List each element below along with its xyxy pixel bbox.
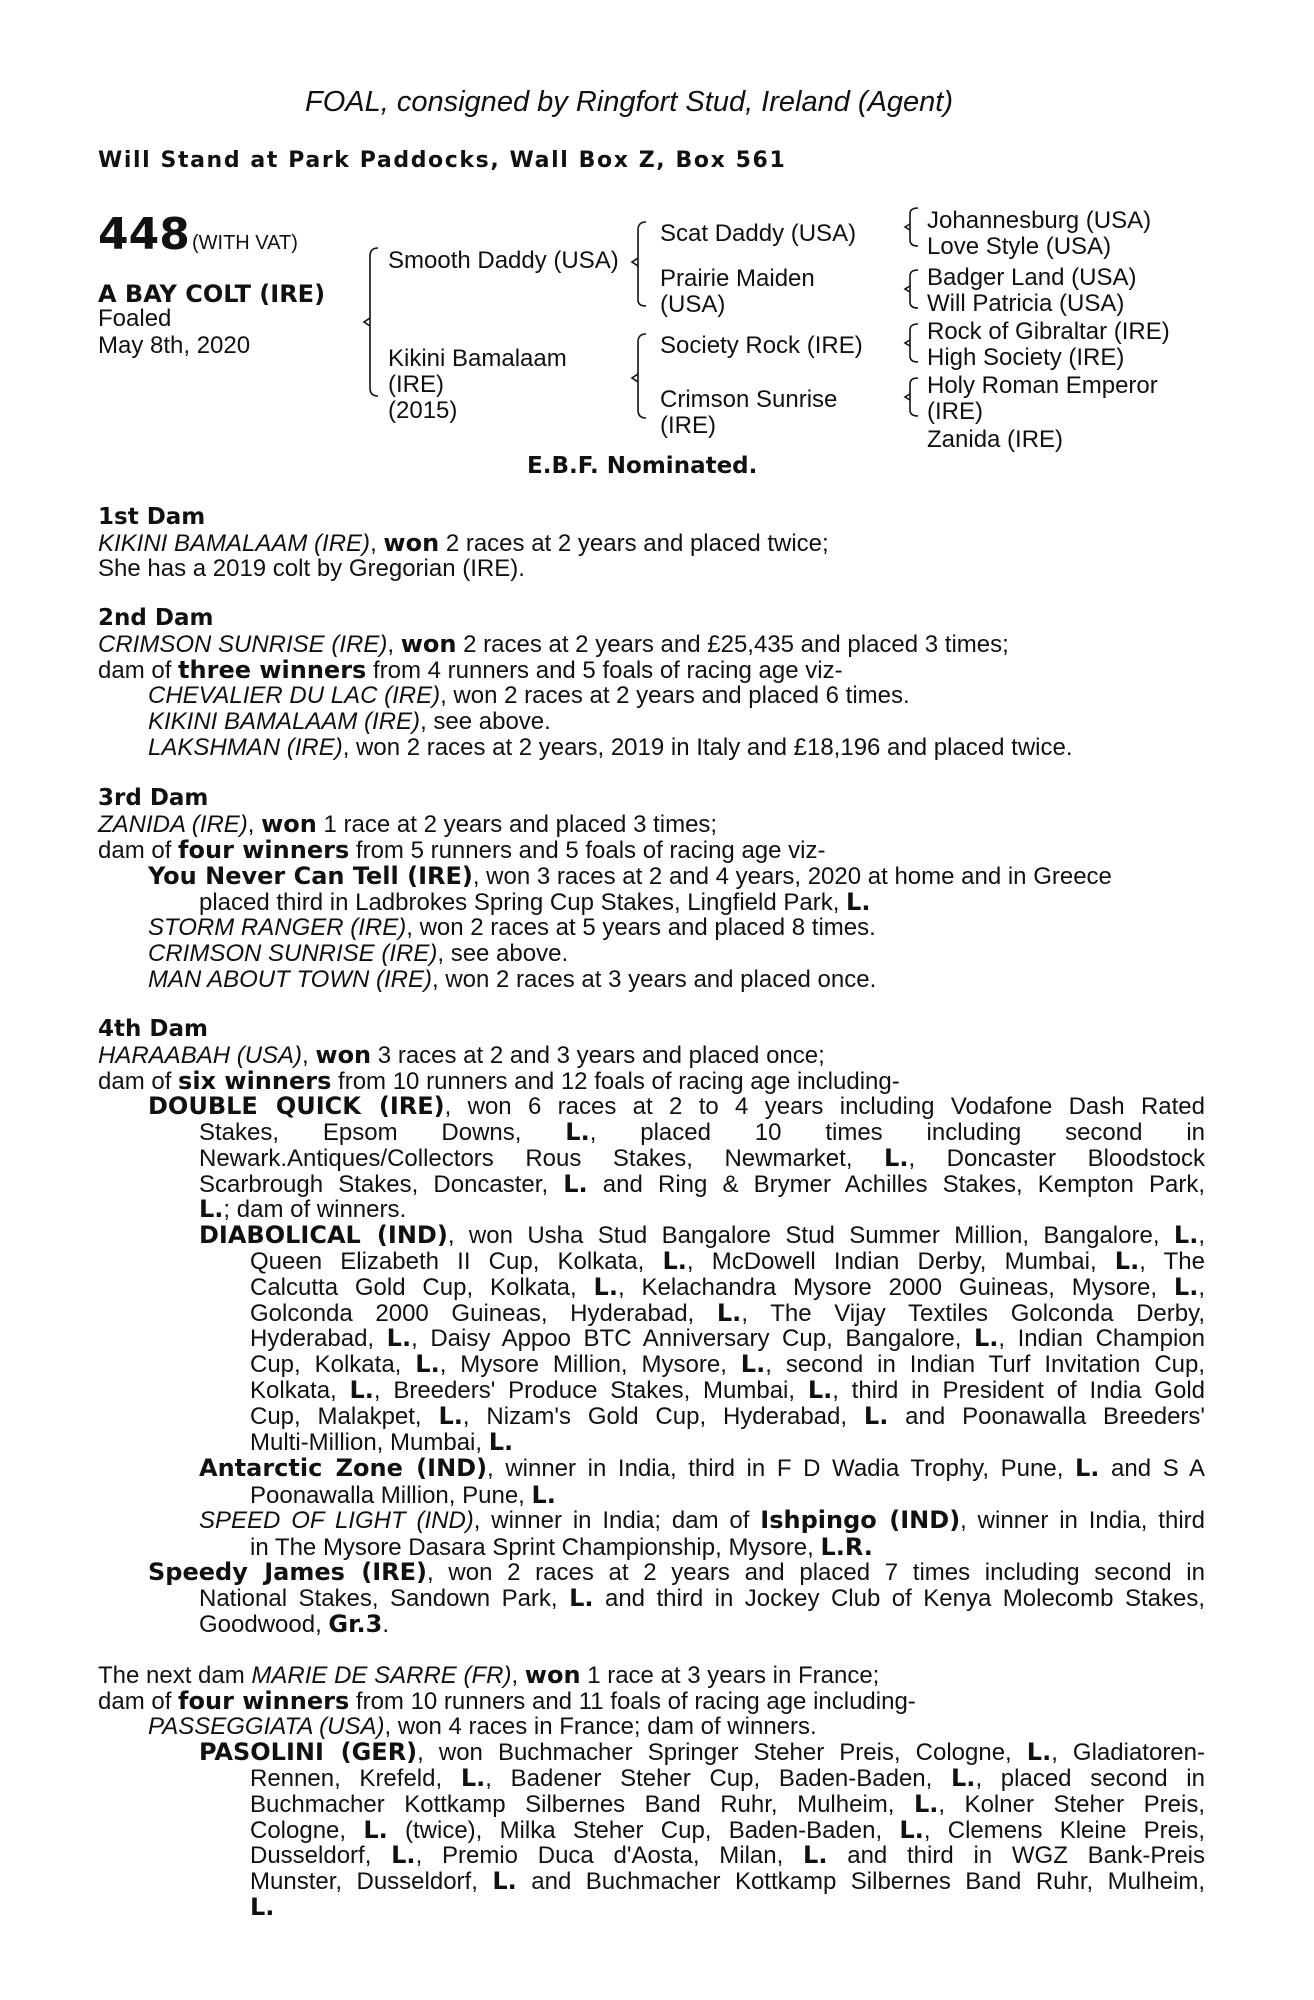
di-text-2b: , McDowell Indian Derby, Mumbai,: [686, 1248, 1115, 1275]
dam3-produce-4: [148, 967, 876, 993]
dam1-produce: She has a 2019 colt by Gregorian (IRE).: [98, 555, 525, 582]
dam3-produce-1-line2: [199, 889, 870, 916]
di-text-4b: , The Vijay Textiles Golconda Derby,: [741, 1299, 1205, 1327]
dq-listed-1: L.: [565, 1118, 590, 1146]
di-text-2c: , The: [1139, 1248, 1205, 1275]
di-listed-13: L.: [438, 1401, 463, 1430]
dam4-dam-of: dam of: [98, 1068, 179, 1095]
dam2-produce-3-text: , won 2 races at 2 years, 2019 in Italy and £18,196 and placed twice.: [342, 734, 1073, 761]
di-line-7: [250, 1375, 1205, 1404]
pedigree-sire: Smooth Daddy (USA): [388, 247, 619, 274]
dam3-runners: from 5 runners and 5 foals of racing age viz-: [349, 837, 826, 864]
dam3-produce-2-name: STORM RANGER (IRE): [148, 914, 407, 941]
dam2-summary: [98, 657, 843, 684]
dam3-produce-3: [148, 941, 568, 967]
ps-line-4: [250, 1815, 1206, 1844]
dq-line-2: [199, 1120, 1205, 1146]
lot-name: A BAY COLT (IRE): [98, 280, 326, 308]
ps-text-4b: (twice), Milka Steher Cup, Baden-Baden,: [387, 1816, 900, 1844]
di-listed-12: L.: [807, 1375, 833, 1404]
ps-text-5c: and third in WGZ Bank-Preis: [827, 1842, 1206, 1870]
ps-listed-7: L.: [391, 1841, 416, 1870]
di-text-1: , won Usha Stud Bangalore Stud Summer Million, Bangalore,: [447, 1222, 1174, 1249]
next-dam-summary: [98, 1688, 916, 1715]
vat-note: (WITH VAT): [192, 232, 298, 254]
ps-text-5a: Dusseldorf,: [250, 1842, 392, 1870]
di-text-8a: Cup, Malakpet,: [250, 1402, 439, 1430]
di-text-6b: , Mysore Million, Mysore,: [439, 1351, 741, 1379]
antarctic-zone-entry: [199, 1456, 1205, 1482]
di-line-1: DIABOLICAL (IND), won Usha Stud Bangalore Stud Summer Million, Bangalore, L.,: [199, 1221, 1205, 1249]
dam2-winners: three winners: [178, 656, 367, 684]
sj-group: Gr.3: [328, 1609, 383, 1638]
di-text-5a: Hyderabad,: [250, 1325, 387, 1353]
dam4-record: HARAABAH (USA), won 3 races at 2 and 3 years and placed once;: [98, 1041, 825, 1069]
passeggiata-text: , won 4 races in France; dam of winners.: [384, 1713, 817, 1740]
sj-text-2a: National Stakes, Sandown Park,: [199, 1585, 570, 1612]
lot-number: 448: [98, 209, 190, 260]
next-dam-record: The next dam MARIE DE SARRE (FR), won 1 race at 3 years in France;: [98, 1661, 880, 1689]
ps-text-3a: Buchmacher Kottkamp Silbernes Band Ruhr, Mulheim,: [250, 1790, 914, 1818]
di-listed-1: L.: [1173, 1221, 1199, 1249]
double-quick-entry: [148, 1094, 1205, 1120]
di-text-5c: , Indian Champion: [998, 1325, 1205, 1353]
dam2-produce-2-name: KIKINI BAMALAAM (IRE): [148, 708, 421, 735]
pedigree-dam-sire: Society Rock (IRE): [660, 332, 863, 359]
next-dam-record-text: 1 race at 3 years in France;: [580, 1662, 880, 1689]
pedigree-sire-sire: Scat Daddy (USA): [660, 220, 857, 247]
dq-name: DOUBLE QUICK (IRE): [148, 1092, 445, 1120]
next-dam-winners: four winners: [178, 1687, 350, 1715]
di-text-6c: , second in Indian Turf Invitation Cup,: [765, 1351, 1206, 1379]
double-quick-continued: [199, 1120, 1205, 1223]
ps-listed-4: L.: [913, 1789, 939, 1818]
ps-listed-10: L.: [250, 1892, 275, 1921]
sj-name: Speedy James (IRE): [148, 1558, 428, 1586]
dam3-winners: four winners: [178, 836, 350, 864]
next-dam-name: MARIE DE SARRE (FR): [251, 1662, 512, 1689]
ps-listed-5: L.: [363, 1815, 388, 1844]
dam3-produce-4-text: , won 2 races at 3 years and placed once.: [432, 966, 877, 993]
dam3-produce-3-text: , see above.: [437, 940, 569, 967]
di-line-2: [250, 1249, 1205, 1275]
dam2-produce-1-text: , won 2 races at 2 years and placed 6 times.: [440, 682, 910, 709]
di-line-5: [250, 1326, 1205, 1352]
dam3-name: ZANIDA (IRE): [98, 811, 248, 838]
foaled-label: Foaled: [98, 305, 172, 332]
ps-name: PASOLINI (GER): [199, 1738, 418, 1766]
di-line-8: [250, 1401, 1205, 1430]
dam3-produce-2: [148, 915, 876, 941]
dq-text-2a: Stakes, Epsom Downs,: [199, 1119, 566, 1146]
az-text-2a: Poonawalla Million, Pune,: [250, 1482, 532, 1509]
dam3-produce-1-line2-text: placed third in Ladbrokes Spring Cup Stakes, Lingfield Park,: [199, 889, 847, 916]
pedigree-dam-dam-line1: Crimson Sunrise: [660, 386, 838, 413]
pedigree-brackets: [0, 0, 1314, 480]
sj-text-2b: and third in Jockey Club of Kenya Molecomb Stakes,: [593, 1585, 1206, 1612]
sj-line-1: [148, 1560, 1205, 1586]
ps-text-2b: , Badener Steher Cup, Baden-Baden,: [485, 1765, 952, 1792]
dam4-summary: [98, 1068, 900, 1095]
ps-listed-1: L.: [1026, 1738, 1052, 1766]
dq-text-3b: , Doncaster Bloodstock: [908, 1144, 1205, 1172]
dq-text-4b: and Ring & Brymer Achilles Stakes, Kempton Park,: [587, 1170, 1205, 1198]
sl-listed-race: L.R.: [820, 1533, 873, 1561]
ps-text-5b: , Premio Duca d'Aosta, Milan,: [415, 1842, 804, 1870]
dam3-record-text: 1 race at 2 years and placed 3 times;: [316, 811, 718, 838]
passeggiata-name: PASSEGGIATA (USA): [148, 1713, 385, 1740]
az-line-2: [250, 1482, 556, 1509]
dam3-produce-2-text: , won 2 races at 5 years and placed 8 times.: [406, 914, 876, 941]
dam2-dam-of: dam of: [98, 657, 179, 684]
sj-text-3a: Goodwood,: [199, 1610, 329, 1638]
dq-listed-2: L.: [884, 1143, 909, 1172]
ps-text-6b: and Buchmacher Kottkamp Silbernes Band Ruhr, Mulheim,: [516, 1868, 1206, 1896]
ps-text-4c: , Clemens Kleine Preis,: [923, 1816, 1206, 1844]
dam4-record-text: 3 races at 2 and 3 years and placed once;: [371, 1042, 825, 1069]
dam3-summary: [98, 837, 825, 864]
dq-listed-3: L.: [563, 1169, 588, 1198]
pedigree-gen3-5: Rock of Gibraltar (IRE): [927, 318, 1170, 345]
ps-text-1: , won Buchmacher Springer Steher Preis, Cologne,: [417, 1739, 1027, 1766]
ps-listed-6: L.: [899, 1815, 924, 1844]
sj-listed: L.: [569, 1584, 594, 1612]
pedigree-dam-line2: (IRE): [388, 371, 444, 398]
di-text-7a: Kolkata,: [250, 1376, 350, 1404]
dam4-runners: from 10 runners and 12 foals of racing age including-: [331, 1068, 900, 1095]
pasolini-continued: [250, 1766, 1205, 1921]
ps-text-1c: , Gladiatoren-: [1051, 1739, 1205, 1766]
pedigree-gen3-1: Johannesburg (USA): [927, 207, 1152, 234]
dam3-produce-3-name: CRIMSON SUNRISE (IRE): [148, 940, 438, 967]
ps-line-2: [250, 1766, 1205, 1792]
ps-text-3b: , Kolner Steher Preis,: [938, 1790, 1206, 1818]
dq-line-5: [199, 1197, 1205, 1223]
dq-line-4: [199, 1169, 1205, 1198]
dq-line-1: [148, 1094, 1205, 1120]
pasolini-entry: [199, 1740, 1205, 1766]
diabolical-entry: [199, 1223, 1205, 1249]
di-listed-7: L.: [386, 1324, 412, 1353]
pedigree-gen3-2: Love Style (USA): [927, 233, 1112, 260]
dq-text-1: , won 6 races at 2 to 4 years including Vodafone Dash Rated: [444, 1093, 1205, 1120]
sj-line-3: [199, 1609, 1205, 1638]
ps-text-4a: Cologne,: [250, 1816, 364, 1844]
pedigree-dam-dam-line2: (IRE): [660, 412, 716, 439]
dam1-won: won: [383, 529, 440, 557]
dam2-won: won: [400, 630, 457, 658]
pedigree-gen3-7: Holy Roman Emperor: [927, 372, 1158, 399]
di-listed-10: L.: [740, 1350, 766, 1379]
sj-text-1: , won 2 races at 2 years and placed 7 times including second in: [427, 1559, 1205, 1586]
di-text-5b: , Daisy Appoo BTC Anniversary Cup, Bangalore,: [411, 1325, 974, 1353]
ps-text-2c: , placed second in: [975, 1765, 1205, 1792]
di-listed-15: L.: [488, 1427, 514, 1456]
sl-name: SPEED OF LIGHT (IND): [199, 1507, 474, 1534]
di-listed-9: L.: [415, 1350, 440, 1379]
di-listed-5: L.: [1173, 1272, 1199, 1301]
sl-line-1: [199, 1508, 1205, 1534]
next-dam-of: dam of: [98, 1688, 179, 1715]
sl-text-1c: , winner in India, third: [960, 1507, 1205, 1534]
diabolical-continued: [250, 1249, 1205, 1455]
az-listed-1: L.: [1075, 1454, 1100, 1482]
ps-text-2a: Rennen, Krefeld,: [250, 1765, 461, 1792]
dam2-produce-3-name: LAKSHMAN (IRE): [148, 734, 343, 761]
di-text-6a: Cup, Kolkata,: [250, 1351, 416, 1379]
next-dam-intro: The next dam: [98, 1662, 252, 1689]
ps-listed-8: L.: [803, 1841, 828, 1870]
passeggiata-entry: [148, 1714, 817, 1740]
ps-line-1: [199, 1740, 1205, 1766]
az-listed-2: L.: [531, 1481, 556, 1509]
consignor-title: FOAL, consigned by Ringfort Stud, Ireland (Agent): [305, 86, 954, 118]
dam2-produce-3: [148, 735, 1073, 761]
di-text-4a: Golconda 2000 Guineas, Hyderabad,: [250, 1299, 717, 1327]
dam3-produce-1-listed: L.: [846, 888, 871, 916]
az-name: Antarctic Zone (IND): [199, 1454, 488, 1482]
ebf-nominated: E.B.F. Nominated.: [527, 453, 758, 479]
dam2-heading: 2nd Dam: [98, 605, 214, 631]
speedy-james-continued: [199, 1586, 1205, 1638]
dam3-produce-1: [148, 863, 1112, 890]
pedigree-gen3-3: Badger Land (USA): [927, 264, 1137, 291]
dq-text-2b: , placed 10 times including second in: [589, 1119, 1205, 1146]
dam3-produce-1-name: You Never Can Tell (IRE): [148, 862, 473, 890]
di-line-3: Calcutta Gold Cup, Kolkata, L., Kelachandra Mysore 2000 Guineas, Mysore, L.,: [250, 1272, 1206, 1301]
dam2-produce-2: [148, 709, 551, 735]
az-line-1: [199, 1456, 1205, 1482]
ps-listed-9: L.: [492, 1867, 517, 1896]
pedigree-dam-line1: Kikini Bamalaam: [388, 345, 567, 372]
di-listed-2: L.: [662, 1247, 687, 1275]
di-listed-3: L.: [1114, 1247, 1140, 1275]
ps-line-6: [250, 1869, 1205, 1895]
dam4-winners: six winners: [178, 1067, 332, 1095]
ps-line-5: [250, 1843, 1205, 1869]
ps-text-6a: Munster, Dusseldorf,: [250, 1868, 493, 1896]
dq-line-3: [199, 1143, 1205, 1172]
dam3-heading: 3rd Dam: [98, 785, 209, 811]
di-line-4: [250, 1298, 1205, 1327]
dam4-name: HARAABAH (USA): [98, 1042, 303, 1069]
sl-line-2: [250, 1534, 873, 1561]
di-text-9a: Multi-Million, Mumbai,: [250, 1428, 489, 1456]
pedigree-dam-year: (2015): [388, 397, 458, 424]
sj-line-2: [199, 1586, 1205, 1612]
az-text-1c: and S A: [1099, 1455, 1206, 1482]
dq-text-4a: Scarbrough Stakes, Doncaster,: [199, 1170, 564, 1198]
dq-listed-4: L.: [199, 1195, 224, 1224]
dam2-record-text: 2 races at 2 years and £25,435 and placed 3 times;: [456, 631, 1009, 658]
next-dam-runners: from 10 runners and 11 foals of racing age including-: [349, 1688, 916, 1715]
pedigree-sire-dam-line2: (USA): [660, 291, 726, 318]
dam1-record: KIKINI BAMALAAM (IRE), won 2 races at 2 years and placed twice;: [98, 529, 829, 557]
dq-text-3a: Newark.Antiques/Collectors Rous Stakes, Newmarket,: [199, 1144, 885, 1172]
di-listed-8: L.: [973, 1324, 999, 1353]
foaled-date: May 8th, 2020: [98, 332, 251, 359]
di-text-7b: , Breeders' Produce Stakes, Mumbai,: [373, 1376, 808, 1404]
dam4-won: won: [315, 1041, 372, 1069]
di-line-9: [250, 1427, 1205, 1456]
sj-text-3c: .: [382, 1610, 390, 1638]
sl-text-1: , winner in India; dam of: [473, 1507, 761, 1534]
di-listed-6: L.: [716, 1298, 742, 1327]
dam2-produce-2-text: , see above.: [420, 708, 551, 735]
dam2-name: CRIMSON SUNRISE (IRE): [98, 631, 388, 658]
dam2-produce-1-name: CHEVALIER DU LAC (IRE): [148, 682, 441, 709]
az-text-1: , winner in India, third in F D Wadia Trophy, Pune,: [487, 1455, 1076, 1482]
dam4-heading: 4th Dam: [98, 1016, 208, 1042]
dam1-record-text: 2 races at 2 years and placed twice;: [439, 530, 829, 557]
di-text-3a: Calcutta Gold Cup, Kolkata,: [250, 1273, 594, 1301]
di-text-7c: , third in President of India Gold: [832, 1376, 1205, 1404]
ps-line-7: [250, 1892, 1205, 1921]
speedy-james-entry: [148, 1560, 1205, 1586]
ps-listed-3: L.: [951, 1764, 976, 1792]
sl-text-2a: in The Mysore Dasara Sprint Championship, Mysore,: [250, 1534, 821, 1561]
pedigree-gen3-7b: (IRE): [927, 398, 983, 425]
di-listed-14: L.: [863, 1401, 889, 1430]
dam3-produce-1-text: , won 3 races at 2 and 4 years, 2020 at home and in Greece: [472, 863, 1112, 890]
pedigree-sire-dam-line1: Prairie Maiden: [660, 265, 815, 292]
dam3-won: won: [261, 810, 317, 838]
di-line-6: [250, 1352, 1205, 1378]
pedigree-gen3-6: High Society (IRE): [927, 344, 1125, 371]
sl-progeny: Ishpingo (IND): [760, 1506, 961, 1534]
dam2-runners: from 4 runners and 5 foals of racing age viz-: [366, 657, 843, 684]
ps-line-3: [250, 1789, 1206, 1818]
ps-listed-2: L.: [460, 1764, 486, 1792]
pedigree-gen3-4: Will Patricia (USA): [927, 290, 1125, 317]
next-dam-won: won: [524, 1661, 581, 1689]
dq-text-5b: ; dam of winners.: [223, 1196, 407, 1224]
dam3-record: ZANIDA (IRE), won 1 race at 2 years and placed 3 times;: [98, 810, 718, 838]
dam2-produce-1: [148, 683, 910, 709]
speed-of-light-entry: [199, 1508, 1205, 1534]
dam1-name: KIKINI BAMALAAM (IRE): [98, 530, 371, 557]
dam3-dam-of: dam of: [98, 837, 179, 864]
di-name: DIABOLICAL (IND): [199, 1221, 448, 1249]
dam1-heading: 1st Dam: [98, 504, 206, 530]
di-listed-4: L.: [593, 1272, 618, 1301]
di-listed-11: L.: [349, 1375, 374, 1404]
di-text-8c: and Poonawalla Breeders': [888, 1402, 1205, 1430]
dam3-produce-4-name: MAN ABOUT TOWN (IRE): [148, 966, 432, 993]
stand-location: Will Stand at Park Paddocks, Wall Box Z, Box 561: [98, 148, 787, 173]
di-text-3b: , Kelachandra Mysore 2000 Guineas, Mysore,: [617, 1273, 1174, 1301]
di-text-2a: Queen Elizabeth II Cup, Kolkata,: [250, 1248, 663, 1275]
dam2-record: CRIMSON SUNRISE (IRE), won 2 races at 2 years and £25,435 and placed 3 times;: [98, 630, 1009, 658]
pedigree-gen3-8: Zanida (IRE): [927, 426, 1064, 453]
di-text-8b: , Nizam's Gold Cup, Hyderabad,: [462, 1402, 864, 1430]
